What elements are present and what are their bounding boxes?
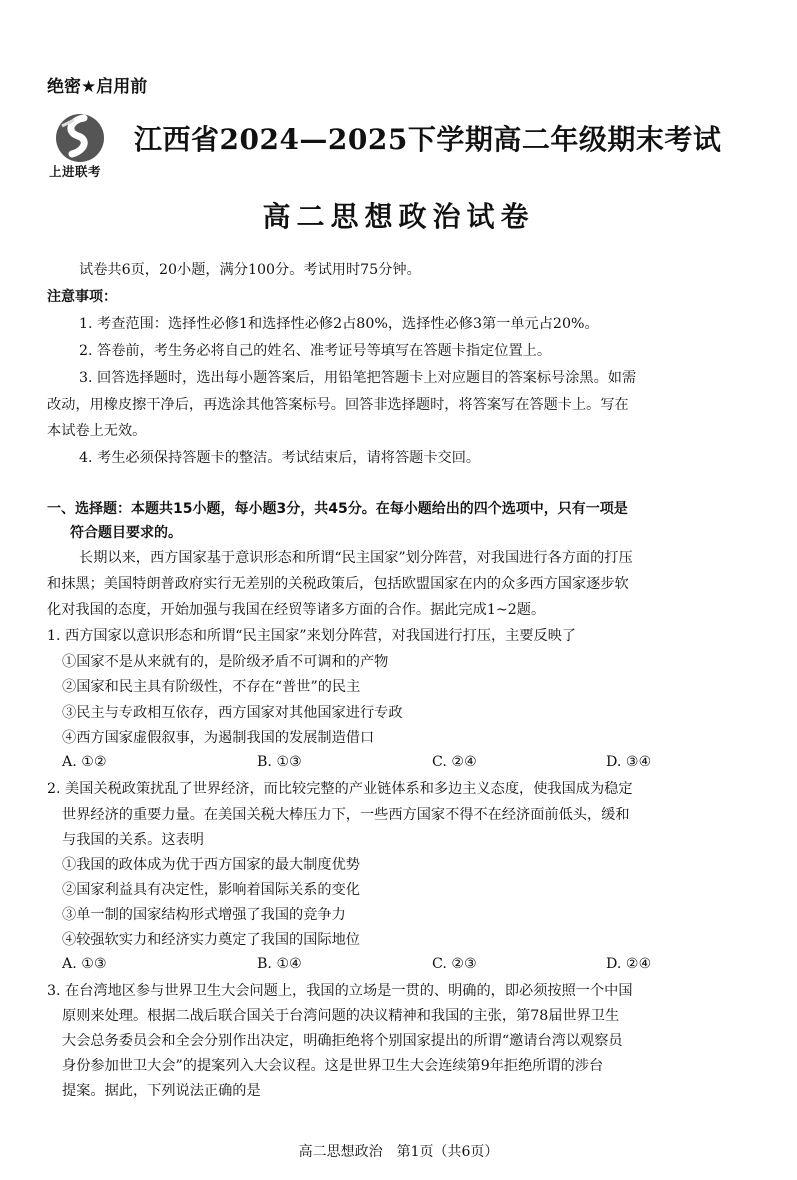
q1-statement-3: ③民主与专政相互依存，西方国家对其他国家进行专政 [62,705,403,721]
q2-stem-line-3: 与我国的关系。这表明 [62,832,204,848]
intro-text: 试卷共6页，20小题，满分100分。考试用时75分钟。 [79,262,421,278]
q1-option-d: D. ③④ [606,754,652,770]
paper-title: 高二思想政治试卷 [262,200,535,233]
q1-statement-4: ④西方国家虚假叙事，为遏制我国的发展制造借口 [62,730,375,746]
q1-option-b: B. ①③ [257,754,302,770]
note-2: 2. 答卷前，考生务必将自己的姓名、准考证号等填写在答题卡指定位置上。 [79,343,552,359]
q2-option-c: C. ②③ [432,956,477,972]
note-3-line-1: 3. 回答选择题时，选出每小题答案后，用铅笔把答题卡上对应题目的答案标号涂黑。如需 [79,370,637,386]
q2-stem-line-2: 世界经济的重要力量。在美国关税大棒压力下，一些西方国家不得不在经济面前低头，缓和 [62,807,630,823]
q2-statement-1: ①我国的政体成为优于西方国家的最大制度优势 [62,857,360,873]
confidential-label: 绝密★启用前 [47,77,148,97]
material-line-3: 化对我国的态度，开始加强与我国在经贸等诸多方面的合作。据此完成1~2题。 [47,602,546,618]
exam-title: 江西省2024—2025下学期高二年级期末考试 [134,123,722,156]
note-1: 1. 考查范围：选择性必修1和选择性必修2占80%，选择性必修3第一单元占20%。 [79,316,599,332]
q2-statement-4: ④较强软实力和经济实力奠定了我国的国际地位 [62,932,360,948]
notes-heading: 注意事项： [47,289,117,305]
q1-option-a: A. ①② [62,754,107,770]
logo-text: 上进联考 [49,164,102,179]
note-3-line-2: 改动，用橡皮擦干净后，再选涂其他答案标号。回答非选择题时，将答案写在答题卡上。写在 [47,397,629,413]
page-footer: 高二思想政治 第1页（共6页） [298,1144,499,1160]
q2-statement-3: ③单一制的国家结构形式增强了我国的竞争力 [62,907,346,923]
q3-stem-line-1: 3. 在台湾地区参与世界卫生大会问题上，我国的立场是一贯的、明确的，即必须按照一个中国 [47,983,633,999]
q3-stem-line-4: 身份参加世卫大会”的提案列入大会议程。这是世界卫生大会连续第9年拒绝所谓的涉台 [62,1058,604,1074]
section-title-line-2: 符合题目要求的。 [70,525,182,541]
material-line-1: 长期以来，西方国家基于意识形态和所谓“民主国家”划分阵营，对我国进行各方面的打压 [79,550,633,566]
q3-stem-line-3: 大会总务委员会和全会分别作出决定，明确拒绝将个别国家提出的所谓“邀请台湾以观察员 [62,1033,623,1049]
material-line-2: 和抹黑；美国特朗普政府实行无差别的关税政策后，包括欧盟国家在内的众多西方国家逐步软 [47,576,629,592]
q2-statement-2: ②国家利益具有决定性，影响着国际关系的变化 [62,882,360,898]
q1-statement-2: ②国家和民主具有阶级性，不存在“普世”的民主 [62,679,361,695]
section-title-line-1: 一、选择题：本题共15小题，每小题3分，共45分。在每小题给出的四个选项中，只有一项是 [47,501,628,517]
q1-stem: 1. 西方国家以意识形态和所谓“民主国家”来划分阵营，对我国进行打压，主要反映了 [47,628,577,644]
note-3-line-3: 本试卷上无效。 [47,423,147,439]
q2-option-b: B. ①④ [257,956,302,972]
note-4: 4. 考生必须保持答题卡的整洁。考试结束后，请将答题卡交回。 [79,450,481,466]
q2-stem-line-1: 2. 美国关税政策扰乱了世界经济，而比较完整的产业链体系和多边主义态度，使我国成为稳定 [47,781,633,797]
q1-option-c: C. ②④ [432,754,477,770]
q2-option-a: A. ①③ [62,956,107,972]
q2-option-d: D. ②④ [606,956,652,972]
q3-stem-line-2: 原则来处理。根据二战后联合国关于台湾问题的决议精神和我国的主张，第78届世界卫生 [62,1008,620,1024]
q3-stem-line-5: 提案。据此，下列说法正确的是 [62,1083,261,1099]
q1-statement-1: ①国家不是从来就有的，是阶级矛盾不可调和的产物 [62,654,389,670]
